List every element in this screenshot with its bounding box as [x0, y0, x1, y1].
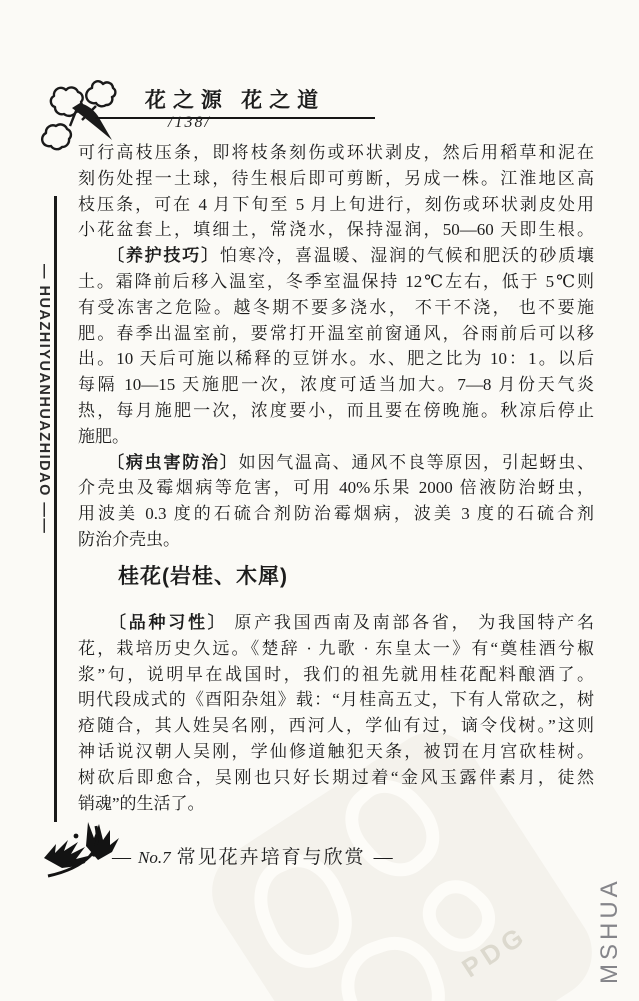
- text-line: [78, 713, 594, 739]
- text-line: [78, 346, 594, 372]
- text-line: [78, 398, 594, 424]
- line-text: 怕寒冷，喜温暖、湿润的气候和肥沃的砂质壤: [219, 246, 594, 266]
- text-line: [78, 739, 594, 765]
- line-text: 疮随合，其人姓吴名刚，西河人，学仙有过，谪令伐树。”这则: [78, 716, 594, 736]
- line-text: 小花盆套上，填细土，常浇水，保持湿润，50—60 天即生根。: [78, 220, 594, 240]
- text-line: [78, 791, 594, 817]
- text-line: [78, 140, 594, 166]
- line-text: 肥。春季出温室前，要常打开温室前窗通风，谷雨前后可以移: [78, 323, 594, 343]
- text-line: [78, 475, 594, 501]
- page-number: /138/: [168, 114, 211, 131]
- line-text: 如因气温高、通风不良等原因，引起蚜虫、: [238, 452, 594, 472]
- footer-caption: [112, 842, 390, 869]
- text-line: [78, 192, 594, 218]
- text-line: [78, 636, 594, 662]
- footer-series-number: No.7: [138, 848, 171, 867]
- line-text: 施肥。: [78, 426, 129, 446]
- text-line: [78, 610, 594, 636]
- text-line: [78, 269, 594, 295]
- footer-right-dash: —: [373, 847, 390, 868]
- side-watermark-text: MSHUA: [596, 877, 623, 984]
- text-line: [78, 243, 594, 269]
- line-text: 有受冻害之危险。越冬期不要多浇水， 不干不浇， 也不要施: [78, 297, 594, 317]
- line-text: 出。10 天后可施以稀释的豆饼水。水、肥之比为 10：1。以后: [78, 349, 594, 369]
- text-block-1: [78, 140, 594, 553]
- line-text: 介壳虫及霉烟病等危害，可用 40%乐果 2000 倍液防治蚜虫，: [78, 478, 594, 498]
- line-text: 神话说汉朝人吴刚，学仙修道触犯天条，被罚在月宫砍桂树。: [78, 741, 594, 761]
- text-line: [78, 424, 594, 450]
- bracket-label: 〔病虫害防治〕: [78, 452, 239, 472]
- margin-rule: [54, 196, 57, 822]
- pdg-watermark-label: PDG: [456, 919, 533, 984]
- running-head-title: 花之源 花之道: [95, 84, 375, 119]
- footer-book-title: 常见花卉培育与欣赏: [176, 847, 366, 868]
- text-line: [78, 765, 594, 791]
- line-text: 土。霜降前后移入温室，冬季室温保持 12℃左右，低于 5℃则: [78, 271, 594, 291]
- line-text: 浆”句，说明早在战国时，我们的祖先就用桂花配料酿酒了。: [78, 664, 594, 684]
- line-text: 热，每月施肥一次，浓度要小，而且要在傍晚施。秋凉后停止: [78, 400, 594, 420]
- line-text: 防治介壳虫。: [78, 529, 180, 549]
- line-text: 花，栽培历史久远。《楚辞 · 九歌 · 东皇太一》有“奠桂酒兮椒: [78, 638, 594, 658]
- text-line: [78, 450, 594, 476]
- text-line: [78, 687, 594, 713]
- line-text: 用波美 0.3 度的石硫合剂防治霉烟病，波美 3 度的石硫合剂: [78, 504, 594, 524]
- text-block-2: [78, 610, 594, 816]
- text-line: [78, 217, 594, 243]
- footer-left-dash: —: [112, 847, 128, 868]
- line-text: 树砍后即愈合，吴刚也只好长期过着“金风玉露伴素月，徒然: [78, 767, 594, 787]
- line-text: 刻伤处捏一土球，待生根后即可剪断，另成一株。江淮地区高: [78, 168, 594, 188]
- text-line: [78, 166, 594, 192]
- line-text: 枝压条，可在 4 月下旬至 5 月上旬进行，刻伤或环状剥皮处用: [78, 194, 594, 214]
- line-text: 可行高枝压条，即将枝条刻伤或环状剥皮，然后用稻草和泥在: [78, 143, 594, 162]
- bracket-label: 〔品种习性〕: [78, 613, 228, 632]
- line-text: 明代段成式的《酉阳杂俎》载：“月桂高五丈，下有人常砍之，树: [78, 690, 594, 710]
- text-line: [78, 501, 594, 527]
- text-line: [78, 372, 594, 398]
- text-line: [78, 295, 594, 321]
- text-line: [78, 527, 594, 553]
- line-text: 销魂”的生活了。: [78, 793, 205, 813]
- line-text: 每隔 10—15 天施肥一次，浓度可适当加大。7—8 月份天气炎: [78, 375, 594, 395]
- margin-pinyin-title: — HUAZHIYUANHUAZHIDAO ——: [36, 264, 52, 535]
- text-line: [78, 662, 594, 688]
- text-line: [78, 321, 594, 347]
- line-text: 原产我国西南及南部各省， 为我国特产名: [227, 613, 594, 632]
- bracket-label: 〔养护技巧〕: [78, 246, 220, 266]
- section-heading: 桂花(岩桂、木犀): [118, 565, 288, 588]
